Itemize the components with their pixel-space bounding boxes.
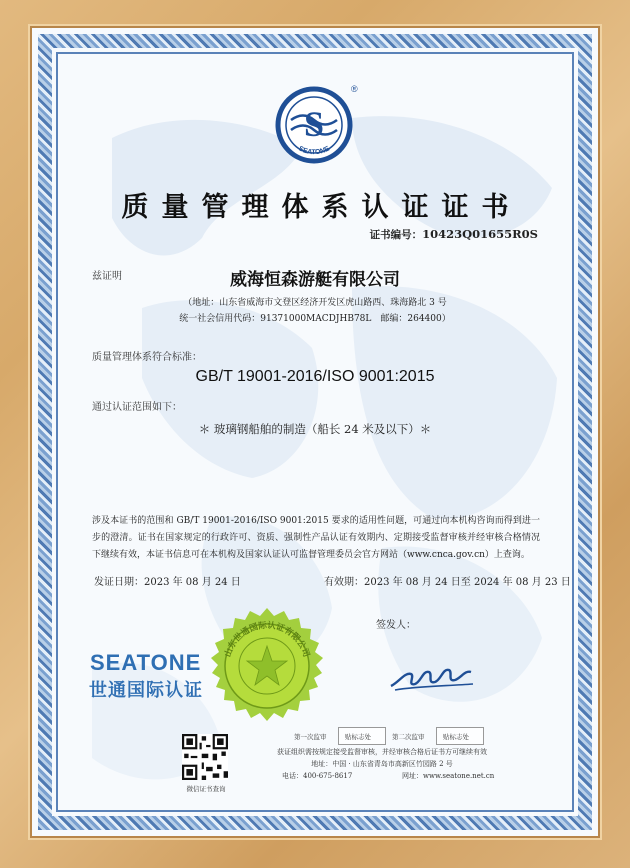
notice-paragraph: 涉及本证书的范围和 GB/T 19001-2016/ISO 9001:2015 要求的适用性问题，可通过向本机构咨询而得到进一步的澄清。证书在国家规定的行政许可、资质、强制性产品认证有效期内、定期接受监督审核并经审核合格情况下继续有效，本证书信息可在本机构及国家认证认可监督管理委员会官方网站（www.cnca.gov.cn）上查询。 xyxy=(92,516,540,560)
seatone-brand-en: SEATONE xyxy=(90,650,202,675)
company-credit-code: 统一社会信用代码：91371000MACDJHB78L 邮编：264400） xyxy=(179,314,451,324)
standard-label: 质量管理体系符合标准： xyxy=(92,352,202,363)
certificate-number-value: 10423Q01655R0S xyxy=(422,227,538,241)
certificate-paper xyxy=(32,28,598,836)
scope-value: ＊ 玻璃钢船舶的制造（船长 24 米及以下）＊ xyxy=(198,422,432,436)
certification-seal-icon xyxy=(204,606,330,732)
issuer-phone: 电话：400-675-8617 xyxy=(282,772,353,780)
first-supervision-stamp: 贴标志处 xyxy=(345,733,371,741)
signature-image xyxy=(387,656,477,696)
standard-value: GB/T 19001-2016/ISO 9001:2015 xyxy=(195,368,435,385)
qr-label: 微信证书查询 xyxy=(186,785,226,793)
certificate-number xyxy=(370,227,538,242)
registered-mark: ® xyxy=(351,84,358,94)
second-supervision-label: 第二次监审 xyxy=(392,733,425,741)
issuer-address: 地址：中国 · 山东省青岛市高新区竹园路 2 号 xyxy=(311,760,453,768)
certificate-number-label: 证书编号： xyxy=(369,229,423,241)
logo-letter: S xyxy=(303,104,325,144)
seatone-brand-cn: 世通国际认证 xyxy=(89,680,203,701)
second-supervision-stamp: 贴标志处 xyxy=(443,733,469,741)
first-supervision-label: 第一次监审 xyxy=(294,733,327,741)
certificate-title: 质量管理体系认证证书 xyxy=(121,192,522,223)
company-address: （地址：山东省威海市文登区经济开发区虎山路西、珠海路北 3 号 xyxy=(183,298,447,308)
seatone-logo-icon xyxy=(269,80,359,170)
logo-ring-text: SEATONE xyxy=(297,145,331,157)
supervision-note: 获证组织需按规定接受监督审核，并经审核合格后证书方可继续有效 xyxy=(277,748,487,756)
seal-ring-text: 山东世通国际认证有限公司 xyxy=(223,620,311,659)
signer-label: 签发人： xyxy=(376,620,416,631)
valid-period: 有效期：2023 年 08 月 24 日至 2024 年 08 月 23 日 xyxy=(324,577,571,588)
issue-date: 发证日期：2023 年 08 月 24 日 xyxy=(94,577,241,588)
scope-label: 通过认证范围如下： xyxy=(92,402,182,413)
qr-code-icon xyxy=(182,734,228,780)
certify-label: 兹证明 xyxy=(92,271,122,282)
company-name: 威海恒森游艇有限公司 xyxy=(230,270,400,290)
issuer-website: 网址：www.seatone.net.cn xyxy=(402,772,495,780)
